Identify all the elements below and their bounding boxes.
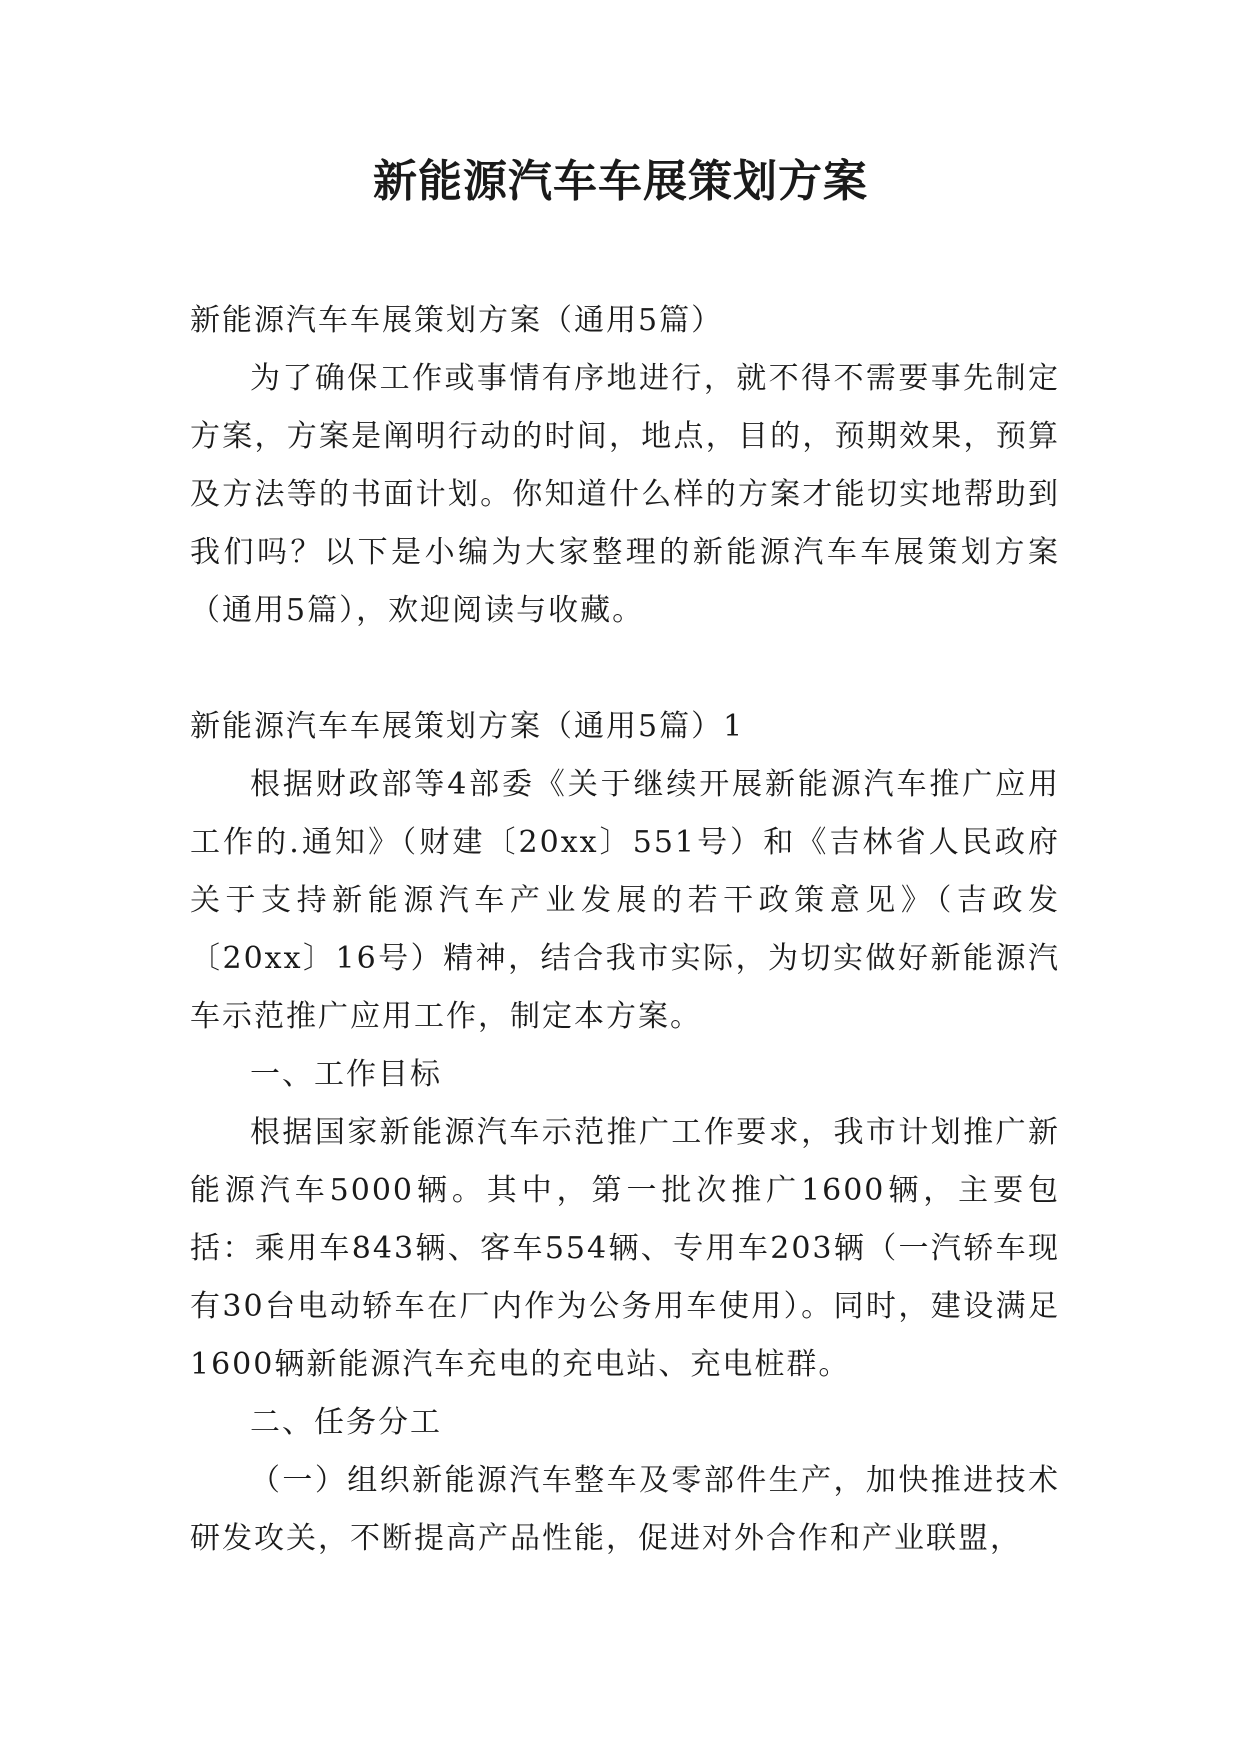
body-paragraph: 根据财政部等4部委《关于继续开展新能源汽车推广应用工作的.通知》（财建〔20xx〕551号）和《吉林省人民政府关于支持新能源汽车产业发展的若干政策意见》（吉政发〔20xx〕16号）精神，结合我市实际，为切实做好新能源汽车示范推广应用工作，制定本方案。 (190, 767, 1060, 1034)
body-paragraph: （一）组织新能源汽车整车及零部件生产，加快推进技术研发攻关，不断提高产品性能，促进对外合作和产业联盟， (190, 1463, 1060, 1556)
section-heading-tasks: 二、任务分工 (250, 1405, 442, 1440)
body-paragraph: 根据国家新能源汽车示范推广工作要求，我市计划推广新能源汽车5000辆。其中，第一批次推广1600辆，主要包括：乘用车843辆、客车554辆、专用车203辆（一汽轿车现有30台电动轿车在厂内作为公务用车使用）。同时，建设满足1600辆新能源汽车充电的充电站、充电桩群。 (190, 1115, 1060, 1382)
paragraph-spacer (190, 640, 1060, 698)
subtitle-paragraph: 新能源汽车车展策划方案（通用5篇） (190, 303, 724, 338)
section-heading-goals: 一、工作目标 (250, 1057, 442, 1092)
document-title: 新能源汽车车展策划方案 (373, 156, 868, 207)
section-heading: 新能源汽车车展策划方案（通用5篇）1 (190, 709, 745, 744)
document-body (190, 292, 1060, 1568)
intro-paragraph: 为了确保工作或事情有序地进行，就不得不需要事先制定方案，方案是阐明行动的时间，地点，目的，预期效果，预算及方法等的书面计划。你知道什么样的方案才能切实地帮助到我们吗？以下是小编为大家整理的新能源汽车车展策划方案（通用5篇），欢迎阅读与收藏。 (190, 361, 1060, 628)
